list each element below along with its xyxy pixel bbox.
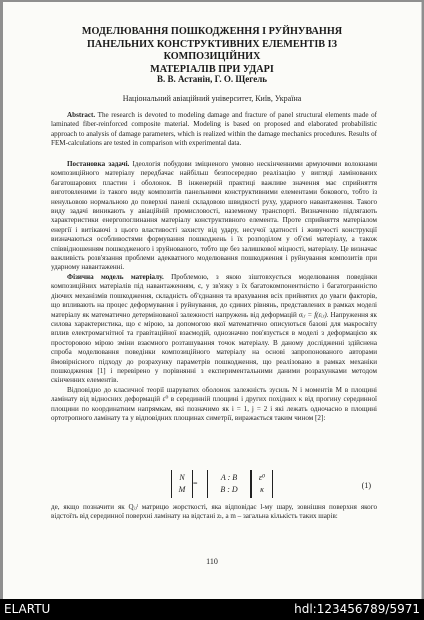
body-text — [51, 160, 377, 423]
matrix-entry: A : B — [220, 473, 238, 482]
matrix-entry: N — [179, 473, 185, 482]
authors: В. В. Астанін, Г. О. Щегель — [156, 74, 268, 84]
matrix-entry: κ — [260, 485, 264, 494]
title-line: ПАНЕЛЬНИХ КОНСТРУКТИВНИХ ЕЛЕМЕНТІВ ІЗ КОМПОЗИЦІЙНИХ — [86, 38, 337, 62]
affiliation: Національний авіаційний університет, Київ, Україна — [122, 94, 302, 103]
paragraph-text: Напруження як силова характеристика, що є мірою, за допомогою якої математично описуються базові для макросвіту вплив електромагнітної та гравітаційної взаємодій, однозначно пов'язується в моделі з деформацією як просторовою мірою зміни взаємного розташування точок матеріалу. В даному дослідженні здійснена спроба моделювання поведінки композиційного матеріалу на основі запропонованого авторами ймовірнісного підходу до розрахунку параметрів пошкодження, що реалізовано в рамках механіки пошкодження [1] і перевірено у порівнянні з експериментальними даними розрахунками методом скінченних елементів. — [51, 310, 377, 385]
paragraph-text: Проблемою, з якою зіштовхується моделювання поведінки композиційних матеріалів під навантаженням, є, у зв'язку з їх багатокомпонентністю і багатогранністю діючих механізмів пошкодження, складність об'єднання та врахування всіх прийнятих до уваги факторів, що впливають на процес деформування і руйнування, до єдиних рівнянь, представлених в рамках моделі матеріалу як математично детермінованої залежності напружень від деформацій — [51, 272, 377, 319]
matrix-entry: B : D — [220, 485, 238, 494]
paragraph: Відповідно до класичної теорії шаруватих оболонок залежність зусиль N і моментів M в площині ламінату від відносних деформацій ε⁰ в серединній площині і других похідних κ від прогину серединної площини по координатним напрямкам, які позначимо як i = 1, j = 2 і які лежать одночасно в площині ортотропного ламінату та у відповідних площинах симетрії, виражається таким чином [2]: — [51, 385, 377, 422]
section-label: Фізична модель матеріалу. — [67, 272, 164, 281]
abstract-label: Abstract. — [67, 111, 96, 119]
abstract-text: The research is devoted to modeling damage and fracture of panel structural elements made of laminated fiber-reinforced composite material. Modeling is based on proposed and elaborated probabilistic approach to analysis of damage parameters, which is realized within the damage mechanics procedures. Results of FEM-calculations are tested in comparison with experimental data. — [51, 111, 377, 148]
equation-number: (1) — [361, 481, 371, 490]
paragraph-text: Ідеологія побудови зміцненого умовно нескінченними армуючими волокнами композиційного матеріалу передбачає найбільш безпосередню реалізацію у вигляді ламінованих багатошарових пластин і оболонок. В інженерній практиці важливе значення має сприйняття виготовленими із такого виду композитів панельними конструктивними елементами бокового, тобто із ненульовою нормальною до поверхні панелі складовою швидкості руху, ударного навантаження. Такого виду задачі виникають у авіаційній промисловості, наземному транспорті. Визначенню підлягають характеристики енергопоглинання матеріалу конструктивного елемента. Проте сприйняття матеріалом енергії і витікаючі з цього властивості захисту від удару, несучої здатності і живучості конструкції визначаються особливостями формування пошкоджень і їх розподілом у об'ємі матеріалу, а також співвідношенням пошкодженого і зруйнованого, тобто ще без залишкової міцності, матеріалу. Це визначає важливість розв'язання проблеми адекватного моделювання пошкодження і руйнування композитів при ударному навантаженні. — [51, 160, 377, 272]
title-line: МАТЕРІАЛІВ ПРИ УДАРІ — [150, 63, 274, 75]
equation-1 — [51, 468, 377, 502]
equals-sign: = — [193, 479, 198, 488]
matrix-right — [251, 470, 273, 498]
paragraph — [51, 273, 377, 386]
matrix-middle — [207, 470, 251, 498]
section-label: Постановка задачі. — [67, 160, 130, 168]
abstract — [51, 111, 377, 149]
repository-name: ELARTU — [4, 602, 51, 616]
paragraph — [51, 160, 377, 273]
handle-id: hdl:123456789/5971 — [294, 602, 420, 616]
inline-formula: σᵢⱼ = f(εᵢⱼ). — [298, 310, 329, 319]
title-line: МОДЕЛЮВАННЯ ПОШКОДЖЕННЯ І РУЙНУВАННЯ — [81, 26, 343, 37]
matrix-left — [171, 470, 193, 498]
matrix-entry: ε⁰ — [258, 473, 266, 482]
matrix-entry: M — [178, 485, 186, 494]
paragraph: де, якщо позначити як Qᵢⱼˡ матрицю жорсткості, яка відповідає l-му шару, зовнішня поверхня якого відстоїть від серединної поверхні ламінату на відстані zₗ, а m – загальна кількість таких шарів: — [51, 503, 377, 521]
repository-footer — [0, 599, 424, 620]
paper-title — [43, 26, 381, 76]
paper-page — [3, 2, 422, 599]
page-number: 110 — [206, 557, 218, 566]
